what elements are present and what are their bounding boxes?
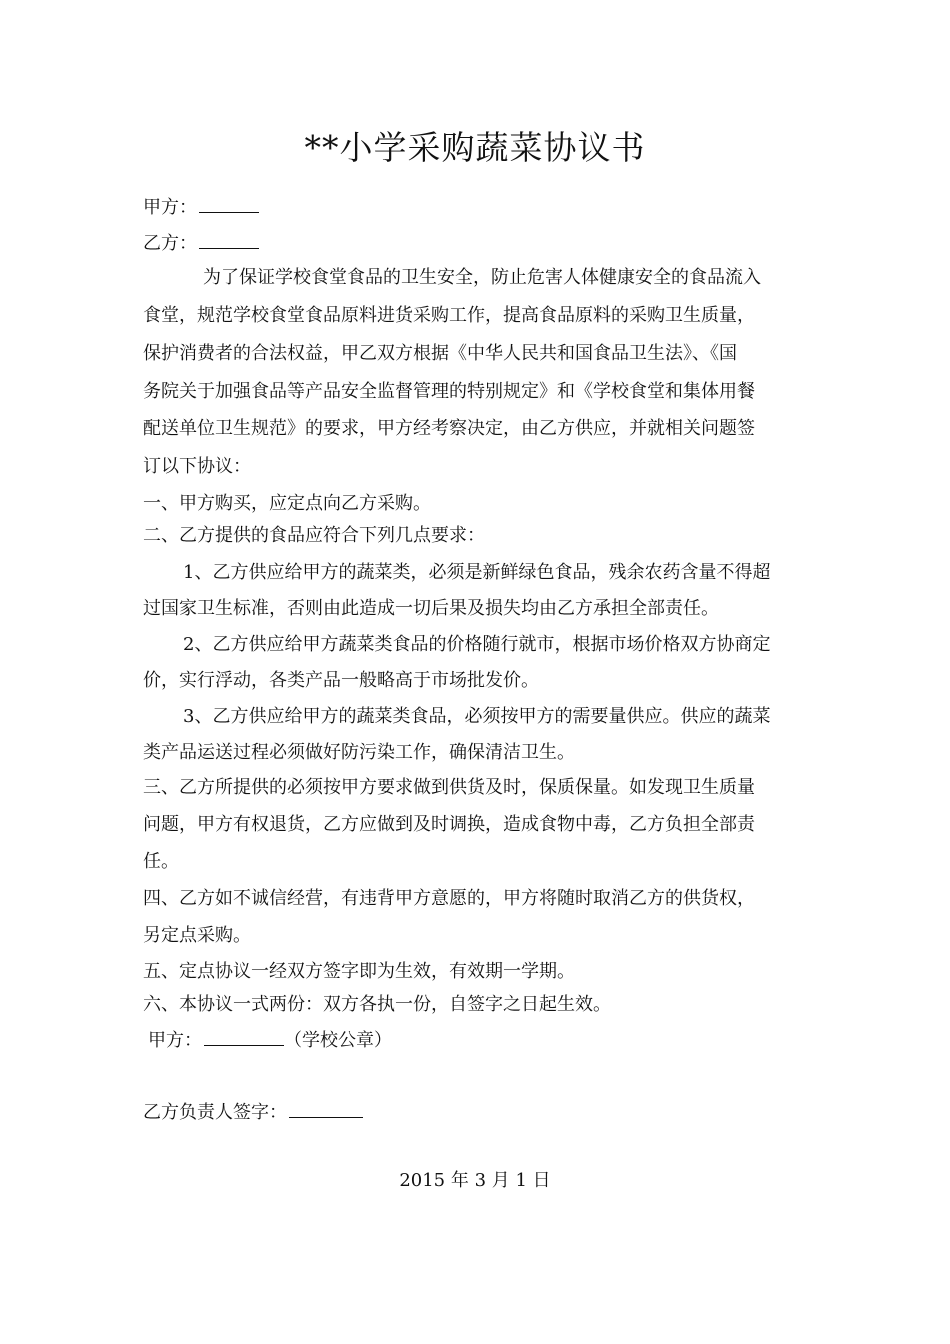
intro-line: 食堂，规范学校食堂食品原料进货采购工作，提高食品原料的采购卫生质量， — [143, 305, 755, 326]
sign-a-note: （学校公章） — [284, 1030, 392, 1051]
item-3-line: 类产品运送过程必须做好防污染工作，确保清洁卫生。 — [143, 742, 575, 763]
clause-3-line: 问题，甲方有权退货，乙方应做到及时调换，造成食物中毒，乙方负担全部责 — [143, 814, 755, 835]
item-3-line: 3、乙方供应给甲方的蔬菜类食品，必须按甲方的需要量供应。供应的蔬菜 — [183, 706, 771, 727]
clause-6: 六、本协议一式两份：双方各执一份，自签字之日起生效。 — [143, 994, 611, 1015]
intro-line: 务院关于加强食品等产品安全监督管理的特别规定》和《学校食堂和集体用餐 — [143, 381, 755, 402]
sign-a-blank — [204, 1027, 284, 1046]
item-2-line: 价，实行浮动，各类产品一般略高于市场批发价。 — [143, 670, 539, 691]
party-a-label: 甲方： — [143, 197, 197, 218]
intro-line: 为了保证学校食堂食品的卫生安全，防止危害人体健康安全的食品流入 — [203, 267, 761, 288]
item-1-line: 1、乙方供应给甲方的蔬菜类，必须是新鲜绿色食品，残余农药含量不得超 — [183, 562, 771, 583]
clause-3-line: 三、乙方所提供的必须按甲方要求做到供货及时，保质保量。如发现卫生质量 — [143, 777, 755, 798]
item-1-line: 过国家卫生标准，否则由此造成一切后果及损失均由乙方承担全部责任。 — [143, 598, 719, 619]
intro-line: 配送单位卫生规范》的要求，甲方经考察决定，由乙方供应，并就相关问题签 — [143, 418, 755, 439]
sign-b-line — [143, 1099, 809, 1125]
clause-4-line: 四、乙方如不诚信经营，有违背甲方意愿的，甲方将随时取消乙方的供货权， — [143, 888, 755, 909]
intro-line: 保护消费者的合法权益，甲乙双方根据《中华人民共和国食品卫生法》、《国 — [143, 343, 737, 364]
document-date: 2015 年 3 月 1 日 — [399, 1170, 551, 1191]
clause-5: 五、定点协议一经双方签字即为生效，有效期一学期。 — [143, 961, 575, 982]
item-2-line: 2、乙方供应给甲方蔬菜类食品的价格随行就市，根据市场价格双方协商定 — [183, 634, 771, 655]
party-b-label: 乙方： — [143, 233, 197, 254]
sign-a-label: 甲方： — [148, 1030, 202, 1051]
party-a-line — [143, 194, 809, 220]
sign-a-line — [148, 1027, 814, 1053]
sign-b-label: 乙方负责人签字： — [143, 1102, 287, 1123]
sign-b-blank — [289, 1099, 363, 1118]
clause-4-line: 另定点采购。 — [143, 925, 251, 946]
clause-3-line: 任。 — [143, 851, 179, 872]
clause-2: 二、乙方提供的食品应符合下列几点要求： — [143, 525, 485, 546]
document-title: **小学采购蔬菜协议书 — [304, 128, 646, 167]
intro-line: 订以下协议： — [143, 456, 251, 477]
clause-1: 一、甲方购买，应定点向乙方采购。 — [143, 493, 431, 514]
party-b-blank — [199, 230, 259, 249]
party-b-line — [143, 230, 809, 256]
party-a-blank — [199, 194, 259, 213]
